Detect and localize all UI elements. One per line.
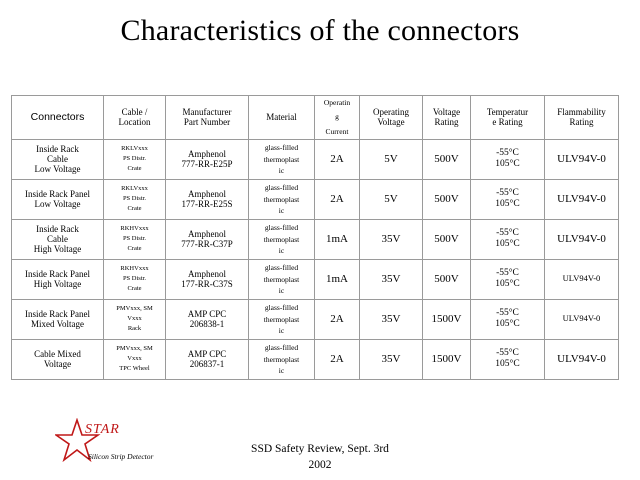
table-row (12, 299, 619, 339)
cell-temperature-rating-line: -55°C (496, 268, 519, 279)
star-logo (55, 418, 195, 464)
slide-title: Characteristics of the connectors (120, 14, 520, 47)
cell-cable-location-line: RKHVxxx (120, 224, 149, 232)
cell-part-number-line: 777-RR-C37P (181, 239, 233, 250)
cell-cable-location-line: TPC Wheel (119, 365, 150, 373)
cell-cable-location (104, 179, 166, 219)
cell-voltage-rating: 1500V (423, 299, 471, 339)
cell-material-line: glass-filled (264, 223, 299, 233)
cell-material (249, 259, 315, 299)
cell-operating-voltage: 35V (360, 219, 423, 259)
table-body (12, 139, 619, 379)
cell-connector (12, 179, 104, 219)
connectors-table (11, 95, 619, 380)
cell-part-number (166, 139, 249, 179)
cell-temperature-rating (471, 299, 545, 339)
cell-part-number-line: AMP CPC (187, 308, 227, 319)
cell-connector-line: Mixed Voltage (31, 319, 84, 330)
cell-cable-location-line: Rack (127, 325, 142, 333)
cell-material-line: glass-filled (264, 143, 299, 153)
cell-connector-line: Inside Rack (36, 223, 79, 234)
table-row (12, 339, 619, 379)
header-part-number (166, 96, 249, 140)
cell-voltage-rating: 500V (423, 259, 471, 299)
header-operating-voltage-line: Operating (373, 107, 409, 118)
cell-connector-line: Inside Rack (36, 143, 79, 154)
cell-voltage-rating: 500V (423, 179, 471, 219)
cell-temperature-rating (471, 339, 545, 379)
cell-material-line: thermoplast (263, 234, 300, 244)
cell-material (249, 139, 315, 179)
footer-line-2: 2002 (308, 458, 332, 471)
cell-material (249, 299, 315, 339)
cell-cable-location (104, 139, 166, 179)
table-row (12, 259, 619, 299)
cell-connector-line: Low Voltage (34, 164, 81, 175)
header-voltage-rating (423, 96, 471, 140)
cell-part-number-line: 177-RR-C37S (181, 279, 233, 290)
cell-operating-voltage: 5V (360, 179, 423, 219)
cell-temperature-rating (471, 259, 545, 299)
cell-temperature-rating-line: 105°C (495, 279, 520, 290)
footer (200, 442, 440, 473)
cell-operating-current: 2A (315, 139, 360, 179)
header-temperature-rating (471, 96, 545, 140)
cell-connector (12, 299, 104, 339)
cell-cable-location-line: PS Distr. (122, 155, 147, 163)
header-operating-voltage-line: Voltage (377, 117, 405, 128)
cell-material-line: ic (278, 205, 285, 215)
cell-operating-voltage: 5V (360, 139, 423, 179)
cell-cable-location-line: RKHVxxx (120, 264, 149, 272)
cell-material-line: ic (278, 285, 285, 295)
cell-material-line: thermoplast (263, 194, 300, 204)
cell-voltage-rating: 1500V (423, 339, 471, 379)
cell-part-number-line: 206837-1 (189, 359, 225, 370)
cell-connector (12, 339, 104, 379)
cell-part-number-line: AMP CPC (187, 348, 227, 359)
cell-operating-current: 1mA (315, 219, 360, 259)
cell-connector (12, 219, 104, 259)
cell-cable-location-line: PS Distr. (122, 195, 147, 203)
cell-temperature-rating-line: -55°C (496, 348, 519, 359)
cell-connector-line: Voltage (43, 359, 72, 370)
cell-temperature-rating-line: -55°C (496, 228, 519, 239)
cell-cable-location (104, 299, 166, 339)
cell-temperature-rating (471, 179, 545, 219)
cell-cable-location-line: Crate (127, 205, 142, 213)
cell-temperature-rating (471, 219, 545, 259)
header-flammability-rating-line: Rating (569, 117, 594, 128)
cell-part-number-line: Amphenol (188, 188, 226, 199)
cell-part-number (166, 219, 249, 259)
cell-material-line: ic (278, 245, 285, 255)
cell-connector-line: Inside Rack Panel (25, 268, 90, 279)
cell-cable-location-line: Vxxx (127, 315, 142, 323)
cell-temperature-rating-line: -55°C (496, 188, 519, 199)
cell-temperature-rating (471, 139, 545, 179)
table-row (12, 139, 619, 179)
header-cable-location (104, 96, 166, 140)
cell-cable-location-line: RKLVxxx (121, 144, 148, 152)
cell-connector-line: Inside Rack Panel (25, 188, 90, 199)
cell-temperature-rating-line: 105°C (495, 159, 520, 170)
cell-temperature-rating-line: -55°C (496, 308, 519, 319)
header-part-number-line: Part Number (183, 117, 231, 128)
cell-temperature-rating-line: -55°C (496, 148, 519, 159)
cell-material-line: ic (278, 365, 285, 375)
cell-voltage-rating: 500V (423, 219, 471, 259)
cell-part-number (166, 179, 249, 219)
cell-cable-location-line: Crate (127, 285, 142, 293)
cell-connector-line: Cable (47, 234, 68, 245)
cell-material-line: ic (278, 165, 285, 175)
header-temperature-rating-line: e Rating (492, 117, 523, 128)
cell-connector-line: High Voltage (33, 244, 82, 255)
cell-material-line: ic (278, 325, 285, 335)
cell-connector-line: Inside Rack Panel (25, 308, 90, 319)
cell-operating-voltage: 35V (360, 259, 423, 299)
cell-cable-location-line: PMVxxx, SM (116, 304, 153, 312)
cell-operating-voltage: 35V (360, 299, 423, 339)
cell-cable-location-line: PS Distr. (122, 235, 147, 243)
cell-cable-location (104, 339, 166, 379)
cell-material-line: glass-filled (264, 343, 299, 353)
cell-material-line: glass-filled (264, 303, 299, 313)
cell-material (249, 219, 315, 259)
cell-operating-current: 2A (315, 299, 360, 339)
cell-part-number-line: 206838-1 (189, 319, 225, 330)
header-operating-current (315, 96, 360, 140)
header-cable-location-line: Location (118, 117, 151, 128)
cell-material-line: thermoplast (263, 154, 300, 164)
header-flammability-rating-line: Flammability (557, 107, 606, 118)
header-operating-current-line: g (335, 112, 339, 122)
cell-flammability-rating: ULV94V-0 (545, 339, 619, 379)
cell-connector-line: Cable (47, 154, 68, 165)
cell-material-line: glass-filled (264, 263, 299, 273)
cell-cable-location-line: PS Distr. (122, 275, 147, 283)
cell-operating-current: 1mA (315, 259, 360, 299)
cell-part-number-line: Amphenol (188, 228, 226, 239)
header-flammability-rating (545, 96, 619, 140)
header-voltage-rating-line: Rating (434, 117, 459, 128)
cell-operating-voltage: 35V (360, 339, 423, 379)
cell-temperature-rating-line: 105°C (495, 239, 520, 250)
cell-cable-location (104, 219, 166, 259)
cell-part-number-line: Amphenol (188, 148, 226, 159)
cell-cable-location-line: RKLVxxx (121, 184, 148, 192)
cell-part-number-line: Amphenol (188, 268, 226, 279)
cell-cable-location-line: PMVxxx, SM (116, 344, 153, 352)
cell-connector (12, 139, 104, 179)
cell-temperature-rating-line: 105°C (495, 199, 520, 210)
cell-temperature-rating-line: 105°C (495, 319, 520, 330)
header-temperature-rating-line: Temperatur (486, 107, 529, 118)
cell-flammability-rating: ULV94V-0 (545, 219, 619, 259)
cell-material-line: thermoplast (263, 354, 300, 364)
table-header-row (12, 96, 619, 140)
cell-material-line: thermoplast (263, 274, 300, 284)
cell-cable-location-line: Crate (127, 165, 142, 173)
cell-flammability-rating: ULV94V-0 (545, 259, 619, 299)
cell-part-number-line: 777-RR-E25P (181, 159, 233, 170)
cell-cable-location (104, 259, 166, 299)
cell-cable-location-line: Crate (127, 245, 142, 253)
cell-part-number (166, 299, 249, 339)
table-row (12, 179, 619, 219)
cell-connector-line: Cable Mixed (34, 348, 81, 359)
cell-material (249, 339, 315, 379)
header-operating-current-line: Current (325, 126, 349, 136)
cell-connector (12, 259, 104, 299)
header-part-number-line: Manufacturer (182, 107, 232, 118)
header-operating-current-line: Operatin (323, 98, 351, 107)
cell-temperature-rating-line: 105°C (495, 359, 520, 370)
header-operating-voltage (360, 96, 423, 140)
cell-flammability-rating: ULV94V-0 (545, 139, 619, 179)
table-row (12, 219, 619, 259)
cell-cable-location-line: Vxxx (127, 355, 142, 363)
cell-connector-line: High Voltage (33, 279, 82, 290)
cell-part-number (166, 259, 249, 299)
cell-material-line: thermoplast (263, 314, 300, 324)
header-voltage-rating-line: Voltage (432, 107, 461, 118)
cell-material-line: glass-filled (264, 183, 299, 193)
cell-material (249, 179, 315, 219)
cell-part-number-line: 177-RR-E25S (181, 199, 233, 210)
cell-flammability-rating: ULV94V-0 (545, 179, 619, 219)
cell-connector-line: Low Voltage (34, 199, 81, 210)
logo-subtitle: Silicon Strip Detector (88, 452, 154, 461)
cell-flammability-rating: ULV94V-0 (545, 299, 619, 339)
cell-voltage-rating: 500V (423, 139, 471, 179)
header-material: Material (249, 96, 315, 140)
header-cable-location-line: Cable / (121, 107, 148, 118)
footer-line-1: SSD Safety Review, Sept. 3rd (251, 443, 389, 455)
connectors-table-container (11, 95, 618, 380)
cell-operating-current: 2A (315, 339, 360, 379)
header-connectors: Connectors (12, 96, 104, 140)
logo-name: STAR (85, 422, 120, 437)
cell-operating-current: 2A (315, 179, 360, 219)
cell-part-number (166, 339, 249, 379)
